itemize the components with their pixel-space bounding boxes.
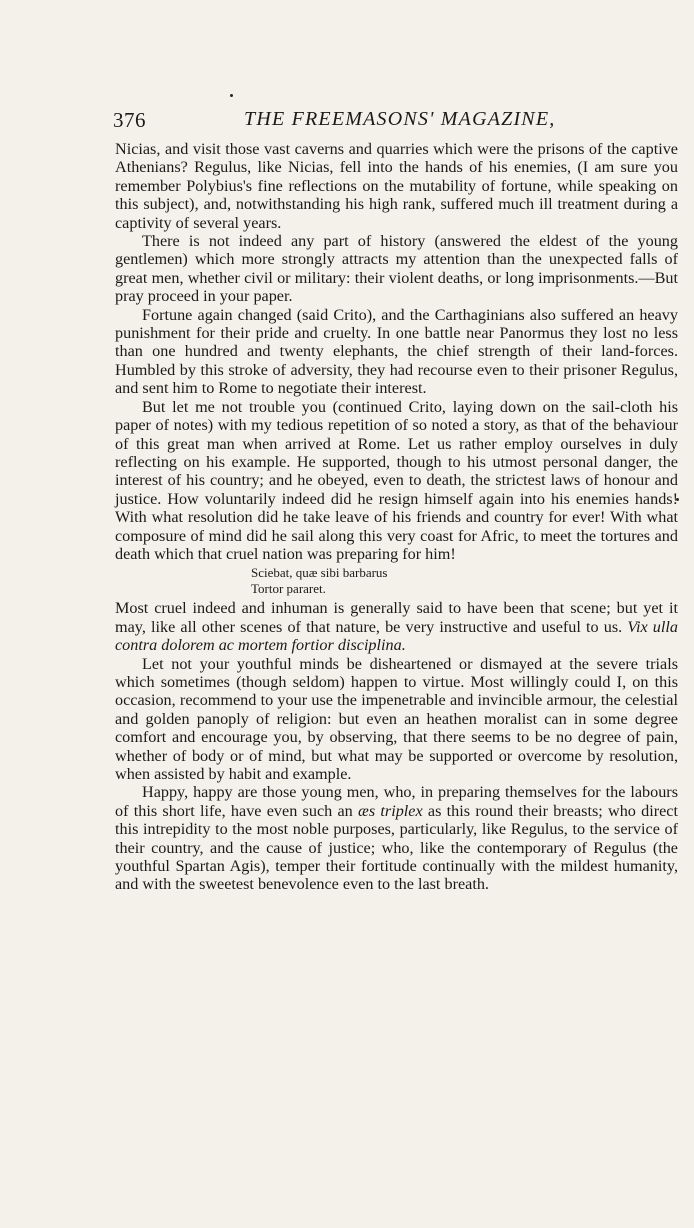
latin-phrase: æs triplex <box>358 801 423 820</box>
latin-quotation <box>251 565 678 597</box>
paragraph: Nicias, and visit those vast caverns and quarries which were the prisons of the captive Athenians? Regulus, like Nicias, fell into the hands of his enemies, (I am sure you remember Polybius's fine reflections on the mutability of fortune, while speaking on this subject), and, notwithstanding his high rank, suffered much ill treatment during a captivity of several years. <box>115 140 678 232</box>
paragraph: Let not your youthful minds be disheartened or dismayed at the severe trials which sometimes (though seldom) happen to virtue. Most willingly could I, on this occasion, recommend to your use the impenetrable and invincible armour, the celestial and golden panoply of religion: but even an heathen moralist can in some degree comfort and encourage you, by observing, that there seems to be no degree of pain, whether of body or of mind, but what may be supported or overcome by resolution, when assisted by habit and example. <box>115 654 678 783</box>
paragraph <box>115 783 678 893</box>
paragraph: Fortune again changed (said Crito), and the Carthaginians also suffered an heavy punishment for their pride and cruelty. In one battle near Panormus they lost no less than one hundred and twenty elephants, the chief strength of their land-forces. Humbled by this stroke of adversity, they had recourse even to their prisoner Regulus, and sent him to Rome to negotiate their interest. <box>115 305 678 398</box>
running-title: THE FREEMASONS' MAGAZINE, <box>244 108 556 130</box>
ink-speck <box>230 94 233 97</box>
paragraph: But let me not trouble you (continued Crito, laying down on the sail-cloth his paper of notes) with my tedious repetition of so noted a story, as that of the behaviour of this great man when arrived at Rome. Let us rather employ ourselves in duly reflecting on his example. He supported, though to his utmost personal danger, the interest of his country; and he obeyed, even to death, the strictest laws of honour and justice. How voluntarily indeed did he resign himself again into his enemies hands! With what resolution did he take leave of his friends and country for ever! With what composure of mind did he sail along this very coast for Afric, to meet the tortures and death which that cruel nation was preparing for him! <box>115 397 678 563</box>
article-body <box>115 140 678 894</box>
paragraph-text: Happy, happy are those young men, who, in preparing themselves for the labours of this short life, have even such an <box>115 783 678 820</box>
page-header <box>113 108 680 136</box>
quote-line: Tortor pararet. <box>251 581 326 597</box>
paragraph <box>115 599 678 654</box>
paragraph-text: Most cruel indeed and inhuman is generally said to have been that scene; but yet it may, like all other scenes of that nature, be very instructive and useful to us. <box>115 599 678 636</box>
quote-line: Sciebat, quæ sibi barbarus <box>251 565 388 581</box>
paragraph: There is not indeed any part of history (answered the eldest of the young gentlemen) which more strongly attracts my attention than the unexpected falls of great men, whether civil or military: their violent deaths, or long imprisonments.—But pray proceed in your paper. <box>115 232 678 306</box>
page-number: 376 <box>113 108 146 132</box>
latin-phrase: Vix ulla contra dolorem ac mortem fortior disciplina. <box>115 617 678 655</box>
paragraph-text: as this round their breasts; who direct this intrepidity to the most noble purposes, particularly, like Regulus, to the service of their country, and the cause of justice; who, like the contemporary of Regulus (the youthful Spartan Agis), temper their fortitude continually with the mildest humanity, and with the sweetest benevolence even to the last breath. <box>115 801 678 894</box>
